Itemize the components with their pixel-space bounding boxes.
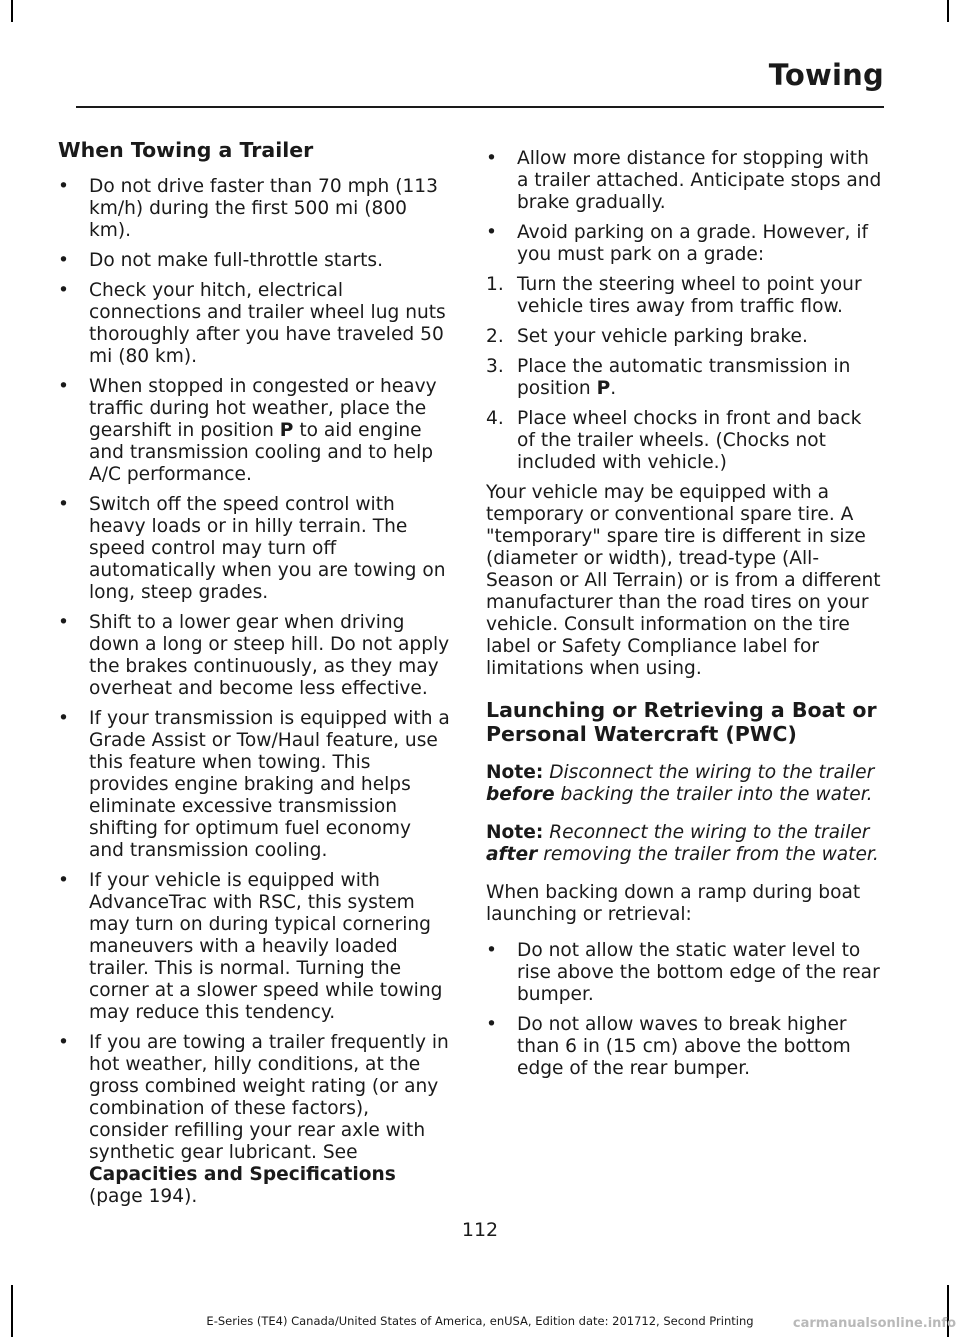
gear-position-p: P — [596, 378, 611, 399]
ramp-intro-paragraph: When backing down a ramp during boat launching or retrieval: — [486, 882, 861, 925]
list-item: • Shift to a lower gear when driving down a long or steep hill. Do not apply the brakes continuously, as they may overheat and become less effective. — [58, 612, 450, 699]
list-item: • Avoid parking on a grade. However, if you must park on a grade: — [486, 222, 869, 265]
numbered-step: 1. Turn the steering wheel to point your vehicle tires away from traffic flow. — [486, 274, 862, 317]
gear-position-p: P — [279, 420, 294, 441]
bullet-marker: • — [486, 940, 497, 961]
footer-edition-text: E-Series (TE4) Canada/United States of America, enUSA, Edition date: 201712, Second Printing — [206, 1314, 754, 1328]
numbered-step: 4. Place wheel chocks in front and back of the trailer wheels. (Chocks not included with vehicle.) — [486, 408, 862, 473]
bullet-marker: • — [58, 1032, 69, 1053]
bullet-marker: • — [58, 494, 69, 515]
note-reconnect: Note: Reconnect the wiring to the trailer after removing the trailer from the water. — [486, 822, 879, 865]
ramp-tips-list — [486, 940, 882, 1080]
page-number: 112 — [461, 1219, 499, 1241]
spare-tire-paragraph: Your vehicle may be equipped with a temporary or conventional spare tire. A "temporary" spare tire is different in size (diameter or width), tread-type (All-Season or All Terrain) or is from a different manufacturer than the road tires on your vehicle. Consult information on the tire label or Safety Compliance label for limitations when using. — [486, 482, 881, 679]
step-number: 1. — [486, 274, 504, 295]
left-column — [58, 138, 450, 1216]
right-column — [486, 148, 882, 1088]
step-number: 2. — [486, 326, 504, 347]
list-item: • Do not make full-throttle starts. — [58, 250, 383, 271]
crop-mark-top-right — [947, 0, 949, 22]
step-number: 3. — [486, 356, 504, 377]
bullet-marker: • — [486, 1014, 497, 1035]
bullet-marker: • — [58, 280, 69, 301]
watermark: carmanualsonline.info — [792, 1316, 956, 1331]
stopping-parking-list — [486, 148, 882, 266]
towing-tips-list — [58, 176, 450, 1208]
section-heading-boat-launch: Launching or Retrieving a Boat or Personal Watercraft (PWC) — [486, 698, 877, 746]
bullet-marker: • — [58, 176, 69, 197]
page-header-title: Towing — [768, 58, 884, 92]
bullet-marker: • — [58, 870, 69, 891]
list-item: • Do not allow the static water level to rise above the bottom edge of the rear bumper. — [486, 940, 880, 1005]
note-disconnect: Note: Disconnect the wiring to the trailer before backing the trailer into the water. — [486, 762, 875, 805]
numbered-step: 2. Set your vehicle parking brake. — [486, 326, 808, 347]
cross-reference-link[interactable]: Capacities and Specifications — [89, 1164, 396, 1185]
bullet-marker: • — [58, 612, 69, 633]
list-item: • If you are towing a trailer frequently in hot weather, hilly conditions, at the gross combined weight rating (or any combination of these factors), consider refilling your rear axle with synthetic gear lubricant. See Capacities and Specifications (page 194). — [58, 1032, 449, 1207]
numbered-step: 3. Place the automatic transmission in position P. — [486, 356, 851, 399]
list-item: • If your transmission is equipped with a Grade Assist or Tow/Haul feature, use this feature when towing. This provides engine braking and helps eliminate excessive transmission shifting for optimum fuel economy and transmission cooling. — [58, 708, 450, 861]
list-item: • Switch off the speed control with heavy loads or in hilly terrain. The speed control may turn off automatically when you are towing on long, steep grades. — [58, 494, 446, 603]
list-item: • Do not drive faster than 70 mph (113 km/h) during the first 500 mi (800 km). — [58, 176, 438, 241]
header-rule — [76, 106, 884, 108]
list-item: • If your vehicle is equipped with AdvanceTrac with RSC, this system may turn on during typical cornering maneuvers with a heavily loaded trailer. This is normal. Turning the corner at a slower speed while towing may reduce this tendency. — [58, 870, 443, 1023]
crop-mark-top-left — [11, 0, 13, 22]
section-heading-towing-trailer: When Towing a Trailer — [58, 138, 314, 162]
crop-mark-bottom-left — [11, 1285, 13, 1337]
bullet-marker: • — [58, 708, 69, 729]
bullet-marker: • — [486, 222, 497, 243]
list-item: • Check your hitch, electrical connections and trailer wheel lug nuts thoroughly after you have traveled 50 mi (80 km). — [58, 280, 446, 367]
list-item: • Allow more distance for stopping with a trailer attached. Anticipate stops and brake gradually. — [486, 148, 882, 213]
bullet-marker: • — [58, 250, 69, 271]
list-item: • When stopped in congested or heavy traffic during hot weather, place the gearshift in position P to aid engine and transmission cooling and to help A/C performance. — [58, 376, 437, 485]
parking-steps-list — [486, 274, 882, 474]
step-number: 4. — [486, 408, 504, 429]
bullet-marker: • — [58, 376, 69, 397]
bullet-marker: • — [486, 148, 497, 169]
list-item: • Do not allow waves to break higher than 6 in (15 cm) above the bottom edge of the rear bumper. — [486, 1014, 851, 1079]
